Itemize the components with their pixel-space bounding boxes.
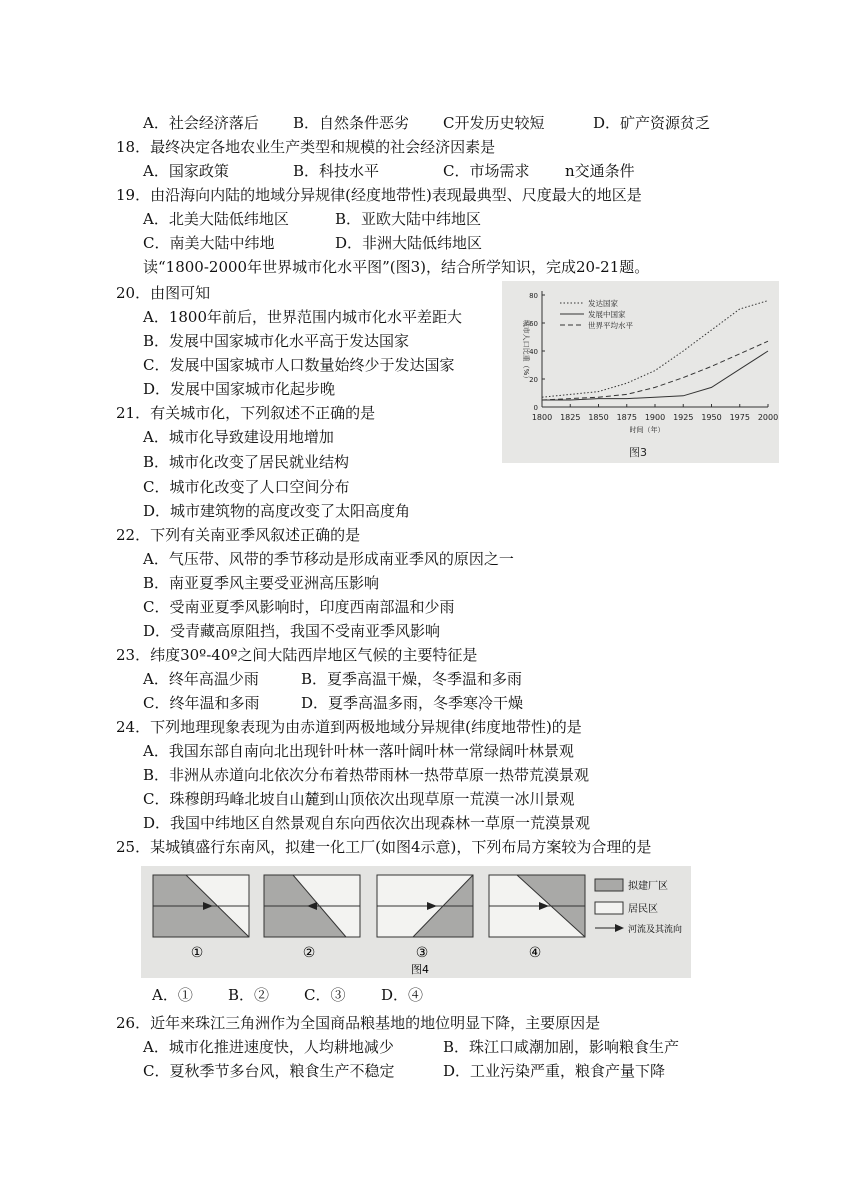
option-item: D．夏季高温多雨，冬季寒冷干燥 — [301, 694, 524, 712]
legend-label-2: 发展中国家 — [588, 310, 626, 319]
text-line: A．城市化导致建设用地增加 — [143, 428, 334, 446]
option-item: B．自然条件恶劣 — [293, 114, 410, 132]
panel-label-3: ③ — [415, 945, 429, 961]
legend-label-factory: 拟建厂区 — [628, 881, 668, 892]
panel-label-2: ② — [302, 945, 316, 961]
option-item: D．非洲大陆低纬地区 — [335, 234, 483, 252]
text-line: C．受南亚夏季风影响时，印度西南部温和少雨 — [143, 598, 455, 616]
question-stem: 26．近年来珠江三角洲作为全国商品粮基地的地位明显下降，主要原因是 — [116, 1014, 601, 1032]
option-item: D．矿产资源贫乏 — [593, 114, 711, 132]
text-line: B．南亚夏季风主要受亚洲高压影响 — [143, 574, 380, 592]
series-line-3 — [542, 341, 768, 400]
text-line: A．气压带、风带的季节移动是形成南亚季风的原因之一 — [143, 550, 514, 568]
text-line: B．非洲从赤道向北依次分布着热带雨林一热带草原一热带荒漠景观 — [143, 766, 590, 784]
text-line: B．发展中国家城市化水平高于发达国家 — [143, 332, 410, 350]
x-tick-label: 1950 — [701, 413, 722, 422]
option-item: A．城市化推进速度快，人均耕地减少 — [143, 1038, 394, 1056]
panel-label-1: ① — [190, 945, 204, 961]
question-stem: 23．纬度30º-40º之间大陆西岸地区气候的主要特征是 — [116, 646, 478, 664]
panel-4 — [489, 875, 585, 937]
x-tick-label: 1925 — [673, 413, 694, 422]
option-item: C．③ — [304, 986, 346, 1004]
legend-label-3: 世界平均水平 — [588, 321, 633, 330]
y-axis-label: 城市人口比重（%） — [522, 319, 530, 383]
x-tick-label: 2000 — [757, 413, 779, 422]
option-item: B．亚欧大陆中纬地区 — [335, 210, 482, 228]
legend-swatch-residential — [595, 902, 623, 914]
question-stem: 21．有关城市化，下列叙述不正确的是 — [116, 404, 376, 422]
legend-label-river: 河流及其流向 — [628, 925, 683, 935]
x-axis-label: 时间（年） — [629, 426, 665, 434]
text-line: D．受青藏高原阻挡，我国不受南亚季风影响 — [143, 622, 441, 640]
x-tick-label: 1975 — [729, 413, 750, 422]
option-item: C．夏秋季节多台风，粮食生产不稳定 — [143, 1062, 395, 1080]
y-tick-label: 20 — [529, 376, 538, 384]
legend-label-1: 发达国家 — [588, 299, 618, 308]
option-item: B．夏季高温干燥，冬季温和多雨 — [301, 670, 523, 688]
legend-swatch-factory — [595, 879, 623, 891]
option-item: B．科技水平 — [293, 162, 380, 180]
y-tick-label: 0 — [533, 404, 538, 412]
x-tick-label: 1850 — [588, 413, 609, 422]
text-line: D．我国中纬地区自然景观自东向西依次出现森林一草原一荒漠景观 — [143, 814, 591, 832]
option-item: A．国家政策 — [143, 162, 229, 180]
option-item: A．终年高温少雨 — [143, 670, 259, 688]
panel-label-4: ④ — [528, 945, 542, 961]
y-tick-label: 60 — [529, 320, 538, 328]
x-tick-label: 1875 — [616, 413, 637, 422]
text-line: B．城市化改变了居民就业结构 — [143, 453, 350, 471]
question-stem: 25．某城镇盛行东南风，拟建一化工厂(如图4示意)，下列布局方案较为合理的是 — [116, 838, 652, 856]
x-tick-label: 1800 — [531, 413, 553, 422]
text-line: C．发展中国家城市人口数量始终少于发达国家 — [143, 356, 455, 374]
option-item: n交通条件 — [565, 162, 635, 180]
y-tick-label: 40 — [529, 348, 538, 356]
question-stem: 24．下列地理现象表现为由赤道到两极地域分异规律(纬度地带性)的是 — [116, 718, 582, 736]
option-item: C．终年温和多雨 — [143, 694, 260, 712]
text-line: 读“1800-2000年世界城市化水平图”(图3)，结合所学知识，完成20-21题。 — [143, 258, 650, 276]
option-item: B．② — [228, 986, 270, 1004]
option-item: B．珠江口咸潮加剧，影响粮食生产 — [443, 1038, 680, 1056]
question-stem: 19．由沿海向内陆的地域分异规律(经度地带性)表现最典型、尺度最大的地区是 — [116, 186, 642, 204]
option-item: A．社会经济落后 — [143, 114, 259, 132]
question-stem: 22．下列有关南亚季风叙述正确的是 — [116, 526, 361, 544]
text-line: D．城市建筑物的高度改变了太阳高度角 — [143, 502, 411, 520]
option-item: C开发历史较短 — [443, 114, 545, 132]
x-tick-label: 1825 — [560, 413, 581, 422]
option-item: D．④ — [381, 986, 424, 1004]
panel-1 — [153, 875, 249, 937]
fig4-legend — [595, 879, 682, 935]
text-line: C．珠穆朗玛峰北坡自山麓到山顶依次出现草原一荒漠一冰川景观 — [143, 790, 575, 808]
figure-4-caption: 图4 — [411, 963, 429, 976]
text-line: D．发展中国家城市化起步晚 — [143, 380, 336, 398]
series-line-2 — [542, 351, 768, 400]
option-item: A．① — [152, 986, 193, 1004]
series-line-1 — [542, 301, 768, 398]
figure-3-caption: 图3 — [629, 446, 647, 459]
text-line: A．1800年前后，世界范围内城市化水平差距大 — [143, 308, 463, 326]
question-stem: 18．最终决定各地农业生产类型和规模的社会经济因素是 — [116, 138, 496, 156]
figure-4 — [141, 866, 691, 978]
factory-layout-diagram — [141, 866, 691, 978]
option-item: C．市场需求 — [443, 162, 530, 180]
panel-2 — [264, 875, 360, 937]
option-item: C．南美大陆中纬地 — [143, 234, 275, 252]
urbanization-chart — [502, 281, 779, 463]
x-tick-label: 1900 — [644, 413, 666, 422]
option-item: D．工业污染严重，粮食产量下降 — [443, 1062, 666, 1080]
text-line: A．我国东部自南向北出现针叶林一落叶阔叶林一常绿阔叶林景观 — [143, 742, 574, 760]
text-line: C．城市化改变了人口空间分布 — [143, 478, 350, 496]
legend-label-residential: 居民区 — [628, 904, 658, 915]
y-tick-label: 80 — [529, 292, 538, 300]
panel-3 — [377, 875, 473, 937]
option-item: A．北美大陆低纬地区 — [143, 210, 289, 228]
question-stem: 20．由图可知 — [116, 284, 211, 302]
figure-3 — [502, 281, 779, 463]
